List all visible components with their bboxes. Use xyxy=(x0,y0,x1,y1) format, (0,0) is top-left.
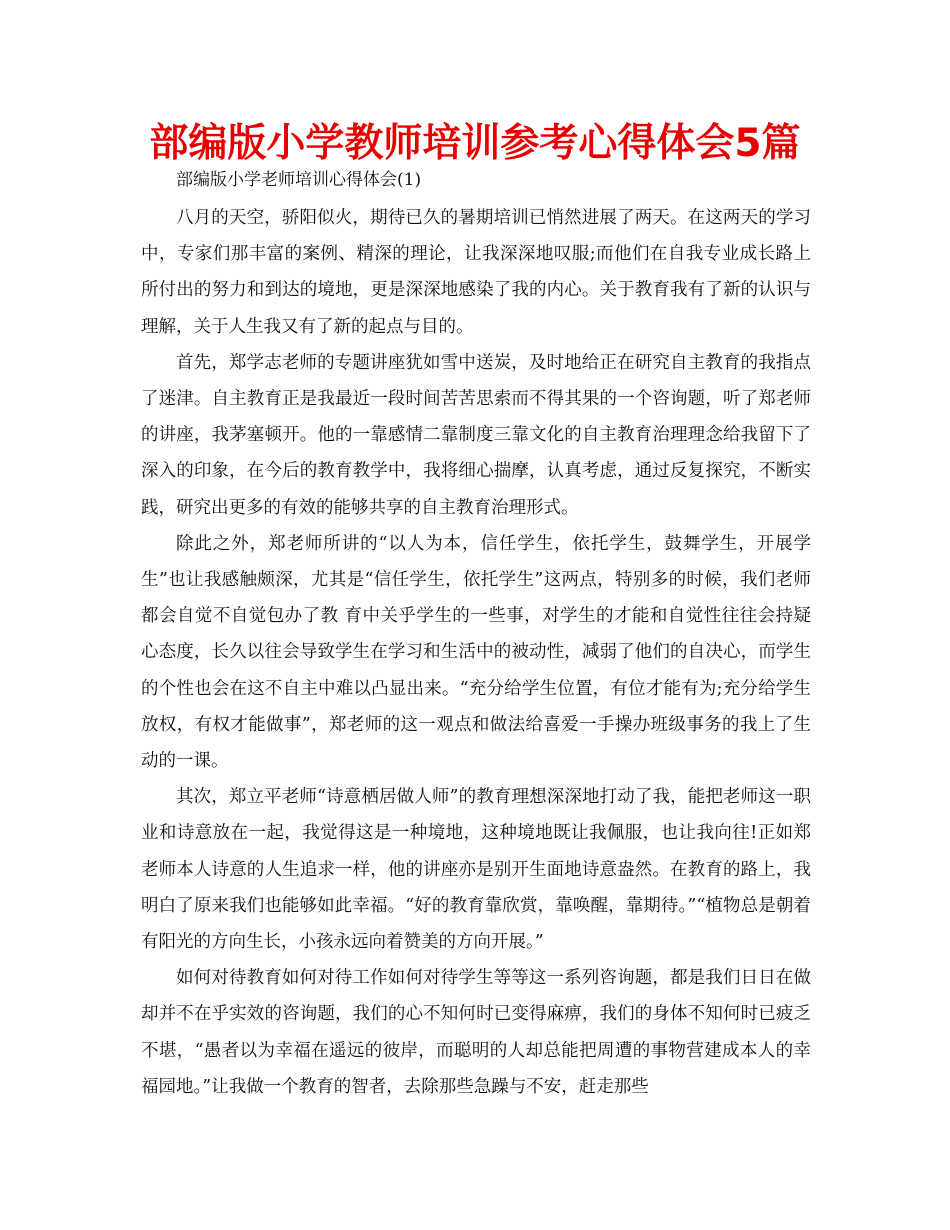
document-subtitle: 部编版小学老师培训心得体会(1) xyxy=(176,170,422,190)
paragraph: 除此之外，郑老师所讲的“以人为本，信任学生，依托学生，鼓舞学生，开展学生”也让我感触颇深，尤其是“信任学生，依托学生”这两点，特别多的时候，我们老师都会自觉不自觉包办了教 育中关乎学生的一些事，对学生的才能和自觉性往往会持疑心态度，长久以往会导致学生在学习和生活中的被动性，减弱了他们的自决心，而学生的个性也会在这不自主中难以凸显出来。“充分给学生位置，有位才能有为;充分给学生放权，有权才能做事”，郑老师的这一观点和做法给喜爱一手操办班级事务的我上了生动的一课。 xyxy=(141,533,811,772)
paragraph: 其次，郑立平老师“诗意栖居做人师”的教育理想深深地打动了我，能把老师这一职业和诗意放在一起，我觉得这是一种境地，这种境地既让我佩服，也让我向往!正如郑老师本人诗意的人生追求一样，他的讲座亦是别开生面地诗意盎然。在教育的路上，我明白了原来我们也能够如此幸福。“好的教育靠欣赏，靠唤醒，靠期待。”“植物总是朝着有阳光的方向生长，小孩永远向着赞美的方向开展。” xyxy=(141,787,811,953)
paragraph: 八月的天空，骄阳似火，期待已久的暑期培训已悄然进展了两天。在这两天的学习中，专家们那丰富的案例、精深的理论，让我深深地叹服;而他们在自我专业成长路上所付出的努力和到达的境地，更是深深地感染了我的内心。关于教育我有了新的认识与理解，关于人生我又有了新的起点与目的。 xyxy=(141,208,811,337)
document-title: 部编版小学教师培训参考心得体会5篇 xyxy=(149,121,801,166)
paragraph: 如何对待教育如何对待工作如何对待学生等等这一系列咨询题，都是我们日日在做却并不在乎实效的咨询题，我们的心不知何时已变得麻痹，我们的身体不知何时已疲乏不堪，“愚者以为幸福在遥远的彼岸，而聪明的人却总能把周遭的事物营建成本人的幸福园地。”让我做一个教育的智者，去除那些急躁与不安，赶走那些 xyxy=(141,968,811,1097)
paragraph: 首先，郑学志老师的专题讲座犹如雪中送炭，及时地给正在研究自主教育的我指点了迷津。自主教育正是我最近一段时间苦苦思索而不得其果的一个咨询题，听了郑老师的讲座，我茅塞顿开。他的一靠感情二靠制度三靠文化的自主教育治理理念给我留下了深入的印象，在今后的教育教学中，我将细心揣摩，认真考虑，通过反复探究，不断实践，研究出更多的有效的能够共享的自主教育治理形式。 xyxy=(141,352,811,518)
document-body xyxy=(141,200,811,1105)
